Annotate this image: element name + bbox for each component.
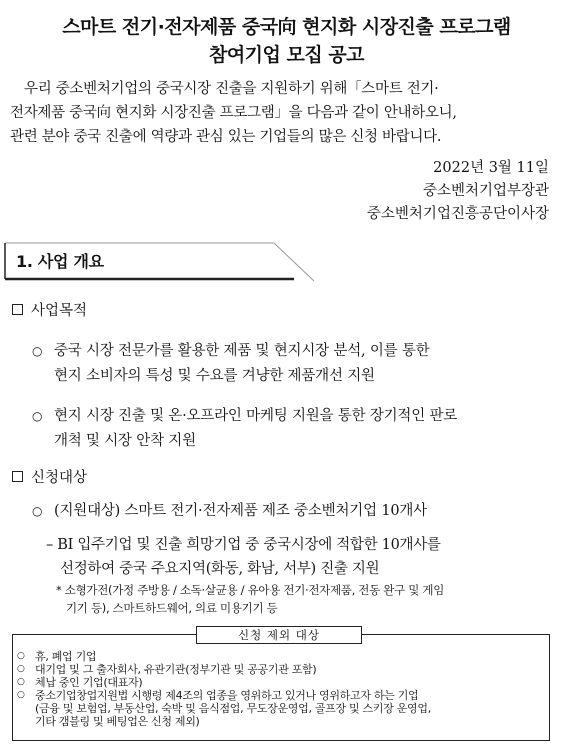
exclusion-item xyxy=(17,689,547,702)
exclusion-item-text: 중소기업창업지원법 시행령 제4조의 업종을 영위하고 있거나 영위하고자 하는 기업 xyxy=(35,689,419,702)
page-title-line2: 참여기업 모집 공고 xyxy=(208,44,365,66)
exclusion-item-continuation: (금융 및 보험업, 부동산업, 숙박 및 음식점업, 무도장운영업, 골프장 및 스키장 운영업, xyxy=(35,702,431,715)
exclusion-item-text: 체납 중인 기업(대표자) xyxy=(35,676,143,689)
target-bullet-line1: (지원대상) 스마트 전기·전자제품 제조 중소벤처기업 10개사 xyxy=(54,503,427,519)
section-title: 1. 사업 개요 xyxy=(16,252,104,271)
exclusion-label: 신청 제외 대상 xyxy=(196,626,362,644)
intro-line-1: 우리 중소벤처기업의 중국시장 진출을 지원하기 위해「스마트 전기· xyxy=(24,81,439,97)
square-bullet-icon xyxy=(12,471,23,482)
intro-line-3: 관련 분야 중국 진출에 역량과 관심 있는 기업들의 많은 신청 바랍니다. xyxy=(10,129,442,145)
square-bullet-icon xyxy=(12,304,23,315)
purpose-bullet-2-line1: 현지 시장 진출 및 온·오프라인 마케팅 지원을 통한 장기적인 판로 xyxy=(54,408,458,424)
target-note-line1: * 소형가전(가정 주방용 / 소독·살균용 / 유아용 전기·전자제품, 전동 완구 및 게임 xyxy=(56,583,445,597)
purpose-bullet-2 xyxy=(32,404,547,454)
announcement-date: 2022년 3월 11일 xyxy=(433,160,549,176)
target-heading-label: 신청대상 xyxy=(31,470,88,486)
circle-bullet-icon: ○ xyxy=(17,690,25,700)
target-note-line2: 기기 등), 스마트하드웨어, 의료 미용기기 등 xyxy=(66,601,278,615)
intro-line-2: 전자제품 중국向 현지화 시장진출 프로그램」을 다음과 같이 안내하오니, xyxy=(10,105,457,121)
exclusion-item xyxy=(17,650,547,663)
exclusion-item-text: 휴, 폐업 기업 xyxy=(35,650,97,663)
circle-bullet-icon: ○ xyxy=(17,664,25,674)
circle-bullet-icon: ○ xyxy=(32,504,43,518)
circle-bullet-icon: ○ xyxy=(32,344,43,358)
page-title-line1: 스마트 전기·전자제품 중국向 현지화 시장진출 프로그램 xyxy=(62,16,511,38)
target-dash-item xyxy=(46,533,551,581)
intro-paragraph xyxy=(10,77,563,149)
target-dash-line2: 선정하여 중국 주요지역(화동, 화남, 서부) 진출 지원 xyxy=(60,561,380,577)
exclusion-item xyxy=(17,676,547,689)
exclusion-item-text: 대기업 및 그 출자회사, 유관기관(정부기관 및 공공기관 포함) xyxy=(35,663,317,676)
exclusion-box xyxy=(12,628,550,741)
issuer-ministry: 중소벤처기업부장관 xyxy=(422,183,549,199)
purpose-heading xyxy=(12,299,87,320)
target-dash-line1: – BI 입주기업 및 진출 희망기업 중 중국시장에 적합한 10개사를 xyxy=(46,537,441,553)
purpose-bullet-2-line2: 개척 및 시장 안착 지원 xyxy=(54,433,196,449)
circle-bullet-icon: ○ xyxy=(17,677,25,687)
exclusion-item xyxy=(17,663,547,676)
purpose-bullet-1 xyxy=(32,339,547,389)
purpose-bullet-1-line1: 중국 시장 전문가를 활용한 제품 및 현지시장 분석, 이를 통한 xyxy=(54,343,430,359)
purpose-bullet-1-line2: 현지 소비자의 특성 및 수요를 겨냥한 제품개선 지원 xyxy=(54,368,375,384)
issuer-agency: 중소벤처기업진흥공단이사장 xyxy=(366,206,549,222)
circle-bullet-icon: ○ xyxy=(32,409,43,423)
circle-bullet-icon: ○ xyxy=(17,651,25,661)
target-heading xyxy=(12,466,87,487)
exclusion-item-continuation: 기타 갬블링 및 베팅업은 신청 제외) xyxy=(35,715,200,728)
target-bullet xyxy=(32,499,547,524)
section-header xyxy=(4,239,316,285)
purpose-heading-label: 사업목적 xyxy=(31,303,88,319)
target-note xyxy=(56,581,551,617)
signature-block xyxy=(367,157,549,226)
exclusion-list xyxy=(17,650,547,728)
